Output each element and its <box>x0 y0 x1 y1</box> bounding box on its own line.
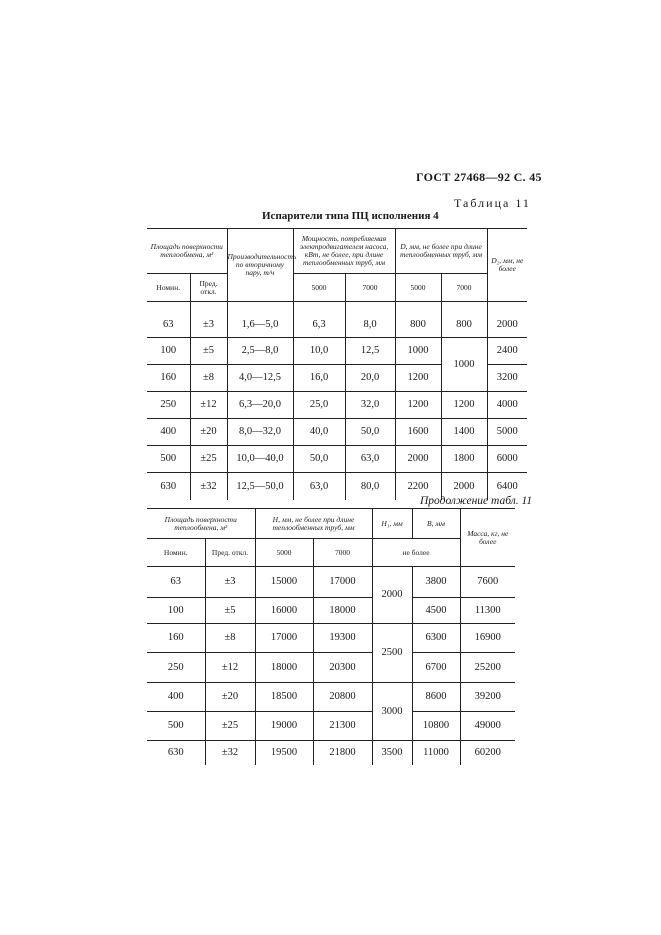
cell-h1-merged: 2500 <box>372 624 412 683</box>
evaporator-table-part1 <box>147 228 527 500</box>
cell-d2: 2400 <box>487 338 527 365</box>
cell-d-5000: 2000 <box>395 446 441 473</box>
header-h-5000: 5000 <box>255 539 313 567</box>
cell-d-5000: 1000 <box>395 338 441 365</box>
table-row <box>147 653 515 683</box>
cell-h-5000: 15000 <box>255 567 313 598</box>
cell-nominal: 63 <box>163 318 174 330</box>
cell-h-5000: 16000 <box>255 598 313 624</box>
cell-d-7000: 2000 <box>441 473 487 500</box>
cell-h-7000: 18000 <box>313 598 372 624</box>
header-h1: H₁, мм <box>372 509 412 539</box>
cell-h-5000: 18500 <box>255 683 313 712</box>
cell-h1-merged: 3000 <box>372 683 412 741</box>
header-power: Мощность, потребляемая электродвигателем насоса, кВт, не более, при длине теплообменных труб, мм <box>293 229 395 274</box>
table-row <box>147 446 527 473</box>
cell-d-7000: 1400 <box>441 419 487 446</box>
cell-h-5000: 17000 <box>255 624 313 653</box>
cell-power-5000: 16,0 <box>293 365 345 392</box>
cell-d-5000: 800 <box>395 312 441 338</box>
cell-nominal: 630 <box>147 741 205 765</box>
cell-h1: 3500 <box>372 741 412 765</box>
cell-power-5000: 6,3 <box>293 312 345 338</box>
header-tolerance: Пред. откл. <box>205 539 255 567</box>
header-len-5000: 5000 <box>293 274 345 302</box>
header-area: Площадь поверхности теплообмена, м² <box>147 509 255 539</box>
table-row <box>147 392 527 419</box>
header-nominal: Номин. <box>163 547 188 557</box>
cell-nominal: 500 <box>147 446 190 473</box>
cell-nominal: 250 <box>147 653 205 683</box>
header-d2: D₂, мм, не более <box>487 229 527 302</box>
cell-tolerance: ±3 <box>205 567 255 598</box>
cell-h-7000: 19300 <box>313 624 372 653</box>
cell-capacity: 6,3—20,0 <box>227 392 293 419</box>
table-row <box>147 624 515 653</box>
table-row <box>147 338 527 365</box>
cell-mass: 16900 <box>460 624 515 653</box>
cell-d-5000: 1600 <box>395 419 441 446</box>
cell-mass: 11300 <box>460 598 515 624</box>
cell-capacity: 1,6—5,0 <box>227 312 293 338</box>
cell-power-7000: 8,0 <box>345 312 395 338</box>
cell-d-5000: 2200 <box>395 473 441 500</box>
cell-d-7000: 800 <box>441 312 487 338</box>
table-row <box>147 598 515 624</box>
cell-h-5000: 19500 <box>255 741 313 765</box>
cell-power-5000: 63,0 <box>293 473 345 500</box>
cell-tolerance: ±8 <box>205 624 255 653</box>
document-code: ГОСТ 27468—92 С. 45 <box>416 170 542 184</box>
cell-d2: 2000 <box>487 312 527 338</box>
header-tolerance: Пред. откл. <box>190 274 227 302</box>
cell-h-5000: 19000 <box>255 712 313 741</box>
cell-d2: 4000 <box>487 392 527 419</box>
cell-nominal: 100 <box>147 338 190 365</box>
cell-b: 3800 <box>412 567 460 598</box>
cell-capacity: 8,0—32,0 <box>227 419 293 446</box>
cell-h-7000: 20800 <box>313 683 372 712</box>
table-row <box>147 567 515 598</box>
cell-h-7000: 20300 <box>313 653 372 683</box>
cell-nominal: 63 <box>147 567 205 598</box>
evaporator-table-part2 <box>147 508 515 765</box>
cell-d2: 5000 <box>487 419 527 446</box>
header-len-7000: 7000 <box>345 274 395 302</box>
cell-mass: 7600 <box>460 567 515 598</box>
cell-h-7000: 21800 <box>313 741 372 765</box>
cell-nominal: 160 <box>147 365 190 392</box>
table-title: Испарители типа ПЦ исполнения 4 <box>262 210 439 222</box>
header-area: Площадь поверхности теплообмена, м² <box>147 229 227 274</box>
cell-nominal: 500 <box>147 712 205 741</box>
cell-tolerance: ±32 <box>205 741 255 765</box>
cell-tolerance: ±25 <box>205 712 255 741</box>
cell-power-7000: 80,0 <box>345 473 395 500</box>
cell-tolerance: ±5 <box>190 338 227 365</box>
header-b: B, мм <box>412 509 460 539</box>
table-row <box>147 312 527 338</box>
cell-tolerance: ±8 <box>190 365 227 392</box>
cell-h1-merged: 2000 <box>372 567 412 624</box>
cell-b: 6700 <box>412 653 460 683</box>
cell-power-5000: 25,0 <box>293 392 345 419</box>
table-row <box>147 712 515 741</box>
cell-d-5000: 1200 <box>395 392 441 419</box>
cell-power-7000: 63,0 <box>345 446 395 473</box>
cell-b: 8600 <box>412 683 460 712</box>
cell-b: 11000 <box>412 741 460 765</box>
header-capacity: Производительность по вторичному пару, т/ч <box>227 229 293 302</box>
cell-nominal: 400 <box>147 419 190 446</box>
cell-d-7000: 1200 <box>441 392 487 419</box>
cell-power-7000: 50,0 <box>345 419 395 446</box>
continuation-label: Продолжение табл. 11 <box>420 495 533 507</box>
cell-nominal: 100 <box>147 598 205 624</box>
cell-power-5000: 40,0 <box>293 419 345 446</box>
cell-tolerance: ±12 <box>190 392 227 419</box>
cell-mass: 25200 <box>460 653 515 683</box>
header-nominal: Номин. <box>147 274 190 302</box>
header-mass: Масса, кг, не более <box>460 509 515 567</box>
cell-tolerance: ±3 <box>190 312 227 338</box>
cell-mass: 49000 <box>460 712 515 741</box>
table-number: Таблица 11 <box>454 196 531 210</box>
cell-d-5000: 1200 <box>395 365 441 392</box>
cell-b: 4500 <box>412 598 460 624</box>
header-h-length: H, мм, не более при длине теплообменных труб, мм <box>255 509 372 539</box>
cell-power-5000: 50,0 <box>293 446 345 473</box>
cell-nominal: 160 <box>147 624 205 653</box>
cell-mass: 60200 <box>460 741 515 765</box>
cell-d2: 6400 <box>487 473 527 500</box>
header-d-5000: 5000 <box>395 274 441 302</box>
table-row <box>147 419 527 446</box>
cell-capacity: 2,5—8,0 <box>227 338 293 365</box>
cell-tolerance: ±5 <box>205 598 255 624</box>
header-h-7000: 7000 <box>313 539 372 567</box>
cell-h-7000: 17000 <box>313 567 372 598</box>
table-row <box>147 741 515 765</box>
cell-capacity: 10,0—40,0 <box>227 446 293 473</box>
cell-d-7000: 1800 <box>441 446 487 473</box>
cell-power-7000: 20,0 <box>345 365 395 392</box>
cell-power-7000: 32,0 <box>345 392 395 419</box>
cell-nominal: 400 <box>147 683 205 712</box>
cell-d-7000-merged: 1000 <box>441 338 487 392</box>
cell-h-7000: 21300 <box>313 712 372 741</box>
cell-mass: 39200 <box>460 683 515 712</box>
cell-tolerance: ±20 <box>190 419 227 446</box>
cell-power-7000: 12,5 <box>345 338 395 365</box>
cell-b: 10800 <box>412 712 460 741</box>
header-d-diameter: D, мм, не более при длине теплообменных труб, мм <box>395 229 487 274</box>
cell-d2: 6000 <box>487 446 527 473</box>
header-d-7000: 7000 <box>441 274 487 302</box>
cell-tolerance: ±25 <box>190 446 227 473</box>
cell-tolerance: ±32 <box>190 473 227 500</box>
cell-capacity: 4,0—12,5 <box>227 365 293 392</box>
cell-nominal: 630 <box>147 473 190 500</box>
cell-power-5000: 10,0 <box>293 338 345 365</box>
cell-h-5000: 18000 <box>255 653 313 683</box>
cell-nominal: 250 <box>147 392 190 419</box>
cell-tolerance: ±12 <box>205 653 255 683</box>
cell-d2: 3200 <box>487 365 527 392</box>
table-row <box>147 683 515 712</box>
cell-tolerance: ±20 <box>205 683 255 712</box>
cell-b: 6300 <box>412 624 460 653</box>
header-not-more: не более <box>372 539 460 567</box>
cell-capacity: 12,5—50,0 <box>227 473 293 500</box>
